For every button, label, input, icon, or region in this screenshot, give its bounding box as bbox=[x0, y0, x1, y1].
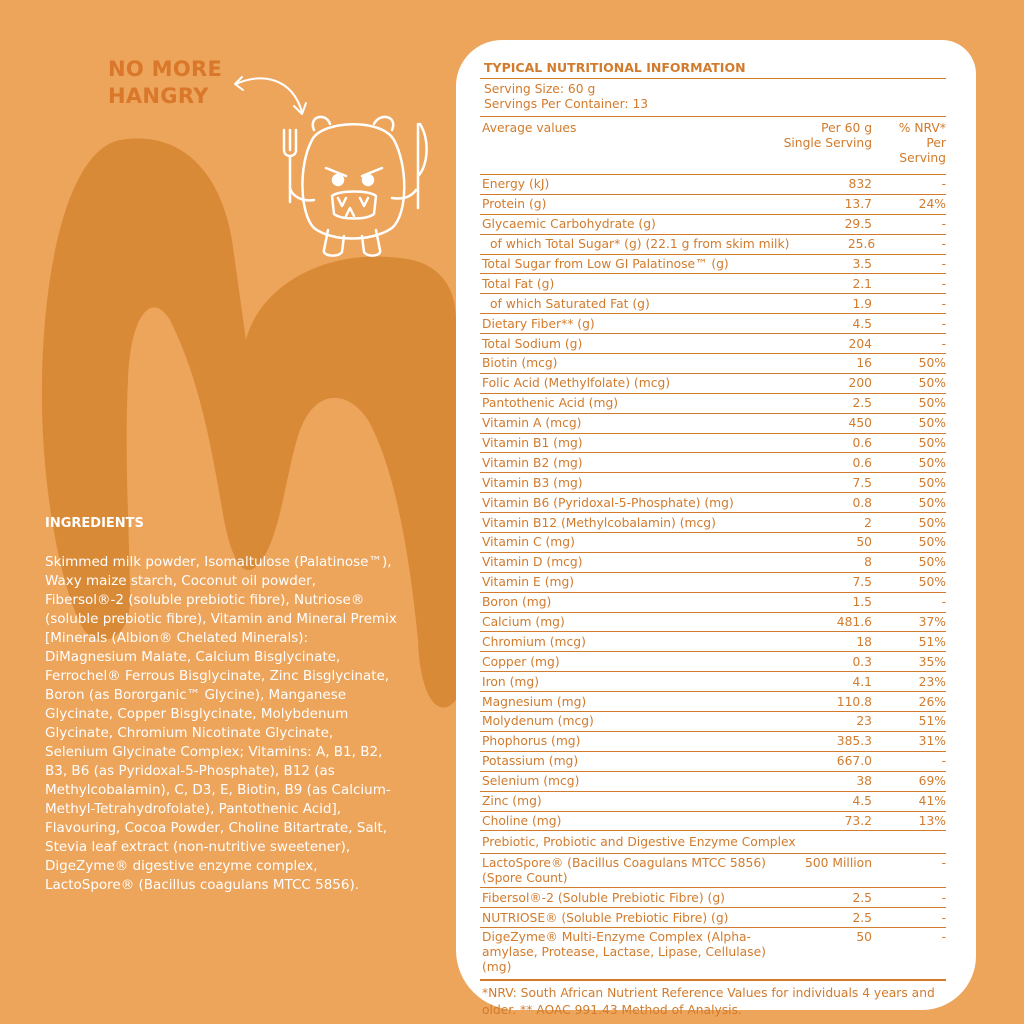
nutrient-value: 7.5 bbox=[852, 575, 872, 590]
table-row bbox=[480, 195, 946, 215]
no-more-hangry-callout bbox=[108, 56, 222, 110]
nutrient-nrv: 50% bbox=[918, 555, 946, 570]
nutrient-nrv: - bbox=[941, 890, 946, 905]
nutrient-value: 16 bbox=[856, 356, 872, 371]
nutrient-name: Vitamin B3 (mg) bbox=[482, 475, 583, 490]
complex-heading: Prebiotic, Probiotic and Digestive Enzyme Complex bbox=[482, 835, 796, 850]
nutrient-name: Selenium (mcg) bbox=[482, 774, 580, 789]
complex-heading-row bbox=[480, 831, 946, 854]
nutrient-value: 50 bbox=[856, 930, 872, 945]
table-row bbox=[480, 752, 946, 772]
nutrient-value: 38 bbox=[856, 774, 872, 789]
nutrient-value: 832 bbox=[848, 177, 872, 192]
nutrient-value: 500 Million bbox=[805, 856, 872, 871]
nutrient-value: 110.8 bbox=[836, 694, 872, 709]
nutrient-value: 0.6 bbox=[852, 455, 872, 470]
nutrient-name: Vitamin B1 (mg) bbox=[482, 436, 583, 451]
nutrient-value: 2.5 bbox=[852, 890, 872, 905]
nutrient-nrv: 23% bbox=[918, 674, 946, 689]
nutrient-nrv: - bbox=[941, 296, 946, 311]
table-row bbox=[480, 453, 946, 473]
nutrient-name: Magnesium (mg) bbox=[482, 694, 587, 709]
callout-line-1: NO MORE bbox=[108, 57, 223, 81]
nutrient-value: 667.0 bbox=[836, 754, 872, 769]
table-row bbox=[480, 613, 946, 633]
table-row bbox=[480, 513, 946, 533]
nutrient-name: Total Sodium (g) bbox=[482, 336, 583, 351]
nutrient-nrv: 50% bbox=[918, 455, 946, 470]
serving-info bbox=[480, 79, 946, 117]
nutrient-nrv: 50% bbox=[918, 495, 946, 510]
nutrient-name: Potassium (mg) bbox=[482, 754, 579, 769]
nutrient-value: 4.5 bbox=[852, 794, 872, 809]
table-row bbox=[480, 672, 946, 692]
nutrient-value: 3.5 bbox=[852, 257, 872, 271]
table-row bbox=[480, 493, 946, 513]
nutrient-name: Vitamin E (mg) bbox=[482, 575, 575, 590]
table-row bbox=[480, 434, 946, 454]
table-row bbox=[480, 255, 946, 275]
nutrient-nrv: 50% bbox=[918, 515, 946, 530]
nutrient-nrv: - bbox=[941, 754, 946, 769]
monster-mascot-icon bbox=[262, 110, 440, 268]
table-header bbox=[480, 117, 946, 175]
table-row bbox=[480, 854, 946, 888]
nutrient-nrv: 50% bbox=[918, 396, 946, 411]
knife-icon bbox=[418, 124, 427, 208]
nutrient-nrv: 50% bbox=[918, 475, 946, 490]
nutrient-nrv: - bbox=[941, 177, 946, 192]
nutrient-nrv: - bbox=[941, 237, 946, 252]
nutrient-value: 29.5 bbox=[844, 217, 872, 232]
nutrient-nrv: 31% bbox=[918, 734, 946, 749]
table-row bbox=[480, 334, 946, 354]
serving-size: Serving Size: 60 g bbox=[484, 82, 596, 96]
header-per-serving: Per 60 g Single Serving bbox=[783, 121, 872, 150]
nutrient-nrv: - bbox=[941, 257, 946, 271]
table-row bbox=[480, 414, 946, 434]
nutrient-name: Calcium (mg) bbox=[482, 615, 565, 630]
nutrient-value: 2.5 bbox=[852, 396, 872, 411]
nutrient-name: Vitamin B2 (mg) bbox=[482, 455, 583, 470]
table-row bbox=[480, 632, 946, 652]
nutrient-name: Vitamin A (mcg) bbox=[482, 416, 582, 431]
nutrient-value: 8 bbox=[864, 555, 872, 570]
nutrient-name: Chromium (mcg) bbox=[482, 634, 586, 649]
nutrient-name: LactoSpore® (Bacillus Coagulans MTCC 5856) (Spore Count) bbox=[482, 856, 766, 886]
nutrient-name: Phophorus (mg) bbox=[482, 734, 581, 749]
callout-line-2: HANGRY bbox=[108, 84, 209, 108]
nutrient-name: of which Total Sugar* (g) (22.1 g from skim milk) bbox=[490, 237, 790, 252]
nutrient-name: Copper (mg) bbox=[482, 654, 560, 669]
nutrient-name: Vitamin B12 (Methylcobalamin) (mcg) bbox=[482, 515, 716, 530]
nutrient-value: 1.9 bbox=[852, 296, 872, 311]
header-name: Average values bbox=[482, 121, 577, 135]
nutrient-value: 25.6 bbox=[847, 237, 876, 252]
ingredients-heading: INGREDIENTS bbox=[45, 516, 144, 531]
nutrient-value: 2.5 bbox=[852, 910, 872, 925]
nutrient-nrv: - bbox=[941, 336, 946, 351]
nutrient-nrv: 50% bbox=[918, 535, 946, 550]
servings-per-container: Servings Per Container: 13 bbox=[484, 97, 649, 111]
footnote: *NRV: South African Nutrient Reference Values for individuals 4 years and older. ** AOAC 991.43 Method of Analysis. bbox=[480, 980, 946, 1019]
nutrient-value: 385.3 bbox=[836, 734, 872, 749]
nutrient-value: 4.1 bbox=[852, 674, 872, 689]
nutrient-nrv: 50% bbox=[918, 356, 946, 371]
nutrition-table bbox=[480, 58, 946, 1019]
nutrient-name: Energy (kJ) bbox=[482, 177, 550, 192]
nutrient-name: Glycaemic Carbohydrate (g) bbox=[482, 217, 656, 232]
nutrient-name: of which Saturated Fat (g) bbox=[490, 296, 650, 311]
nutrient-nrv: - bbox=[941, 316, 946, 331]
nutrient-nrv: - bbox=[941, 595, 946, 610]
nutrient-nrv: 69% bbox=[918, 774, 946, 789]
table-row bbox=[480, 235, 946, 255]
nutrient-nrv: - bbox=[941, 217, 946, 232]
nutrient-name: Boron (mg) bbox=[482, 595, 552, 610]
nutrient-name: Pantothenic Acid (mg) bbox=[482, 396, 619, 411]
nutrient-nrv: 50% bbox=[918, 575, 946, 590]
nutrient-nrv: - bbox=[941, 856, 946, 871]
table-row bbox=[480, 274, 946, 294]
nutrient-name: Folic Acid (Methylfolate) (mcg) bbox=[482, 376, 671, 391]
nutrient-name: Zinc (mg) bbox=[482, 794, 542, 809]
nutrient-name: Total Fat (g) bbox=[482, 276, 555, 291]
table-row bbox=[480, 354, 946, 374]
nutrient-nrv: 51% bbox=[918, 634, 946, 649]
table-row bbox=[480, 593, 946, 613]
nutrient-name: Vitamin C (mg) bbox=[482, 535, 575, 550]
nutrient-name: Total Sugar from Low GI Palatinose™ (g) bbox=[482, 257, 729, 271]
table-row bbox=[480, 573, 946, 593]
nutrient-name: Iron (mg) bbox=[482, 674, 540, 689]
nutrition-title: TYPICAL NUTRITIONAL INFORMATION bbox=[480, 58, 946, 79]
nutrient-value: 1.5 bbox=[852, 595, 872, 610]
table-row bbox=[480, 215, 946, 235]
nutrient-value: 13.7 bbox=[844, 197, 872, 212]
nutrient-rows bbox=[480, 175, 946, 831]
nutrient-nrv: 35% bbox=[918, 654, 946, 669]
nutrient-nrv: 50% bbox=[918, 416, 946, 431]
nutrient-value: 0.3 bbox=[852, 654, 872, 669]
nutrient-value: 2 bbox=[864, 515, 872, 530]
nutrient-name: Vitamin B6 (Pyridoxal-5-Phosphate) (mg) bbox=[482, 495, 734, 510]
table-row bbox=[480, 812, 946, 832]
nutrient-value: 2.1 bbox=[852, 276, 872, 291]
nutrient-nrv: 37% bbox=[918, 615, 946, 630]
nutrient-value: 450 bbox=[848, 416, 872, 431]
table-row bbox=[480, 908, 946, 928]
table-row bbox=[480, 394, 946, 414]
nutrient-value: 0.8 bbox=[852, 495, 872, 510]
nutrient-nrv: 26% bbox=[918, 694, 946, 709]
nutrient-name: Protein (g) bbox=[482, 197, 547, 212]
nutrient-nrv: 13% bbox=[918, 813, 946, 828]
nutrient-name: Biotin (mcg) bbox=[482, 356, 558, 371]
nutrient-nrv: 50% bbox=[918, 436, 946, 451]
table-row bbox=[480, 473, 946, 493]
nutrient-name: Dietary Fiber** (g) bbox=[482, 316, 595, 331]
table-row bbox=[480, 553, 946, 573]
table-row bbox=[480, 928, 946, 980]
table-row bbox=[480, 772, 946, 792]
nutrient-nrv: 50% bbox=[918, 376, 946, 391]
nutrient-nrv: 41% bbox=[918, 794, 946, 809]
nutrient-value: 7.5 bbox=[852, 475, 872, 490]
nutrient-nrv: - bbox=[941, 910, 946, 925]
table-row bbox=[480, 175, 946, 195]
table-row bbox=[480, 692, 946, 712]
nutrient-name: Vitamin D (mcg) bbox=[482, 555, 583, 570]
nutrient-nrv: - bbox=[941, 930, 946, 945]
nutrient-value: 481.6 bbox=[836, 615, 872, 630]
table-row bbox=[480, 374, 946, 394]
nutrient-value: 23 bbox=[856, 714, 872, 729]
table-row bbox=[480, 314, 946, 334]
nutrient-nrv: - bbox=[941, 276, 946, 291]
nutrient-value: 0.6 bbox=[852, 436, 872, 451]
nutrient-name: Fibersol®-2 (Soluble Prebiotic Fibre) (g) bbox=[482, 890, 725, 905]
ingredients-text: Skimmed milk powder, Isomaltulose (Palatinose™), Waxy maize starch, Coconut oil powder, Fibersol®-2 (soluble prebiotic fibre), Nutriose® (soluble prebiotic fibre), Vitamin and Mineral Premix [Minerals (Albion® Chelated Minerals): DiMagnesium Malate, Calcium Bisglycinate, Ferrochel® Ferrous Bisglycinate, Zinc Bisglycinate, Boron (as Bororganic™ Glycine), Manganese Glycinate, Copper Bisglycinate, Molybdenum Glycinate, Chromium Nicotinate Glycinate, Selenium Glycinate Complex; Vitamins: A, B1, B2, B3, B6 (as Pyridoxal-5-Phosphate), B12 (as Methylcobalamin), C, D3, E, Biotin, B9 (as Calcium-Methyl-Tetrahydrofolate), Pantothenic Acid], Flavouring, Cocoa Powder, Choline Bitartrate, Salt, Stevia leaf extract (non-nutritive sweetener), DigeZyme® digestive enzyme complex, LactoSpore® (Bacillus coagulans MTCC 5856). bbox=[45, 554, 397, 893]
nutrient-value: 18 bbox=[856, 634, 872, 649]
table-row bbox=[480, 533, 946, 553]
table-row bbox=[480, 888, 946, 908]
table-row bbox=[480, 652, 946, 672]
nutrient-value: 200 bbox=[848, 376, 872, 391]
complex-rows bbox=[480, 854, 946, 980]
table-row bbox=[480, 294, 946, 314]
nutrient-name: DigeZyme® Multi-Enzyme Complex (Alpha-amylase, Protease, Lactase, Lipase, Cellulase) (mg) bbox=[482, 930, 766, 975]
nutrient-value: 4.5 bbox=[852, 316, 872, 331]
table-row bbox=[480, 712, 946, 732]
nutrient-name: Molydenum (mcg) bbox=[482, 714, 594, 729]
nutrient-value: 204 bbox=[848, 336, 872, 351]
nutrient-nrv: 24% bbox=[918, 197, 946, 212]
table-row bbox=[480, 732, 946, 752]
nutrient-name: NUTRIOSE® (Soluble Prebiotic Fibre) (g) bbox=[482, 910, 729, 925]
table-row bbox=[480, 792, 946, 812]
nutrient-value: 73.2 bbox=[844, 813, 872, 828]
nutrient-name: Choline (mg) bbox=[482, 813, 562, 828]
nutrient-nrv: 51% bbox=[918, 714, 946, 729]
header-nrv: % NRV* Per Serving bbox=[898, 121, 946, 165]
nutrient-value: 50 bbox=[856, 535, 872, 550]
